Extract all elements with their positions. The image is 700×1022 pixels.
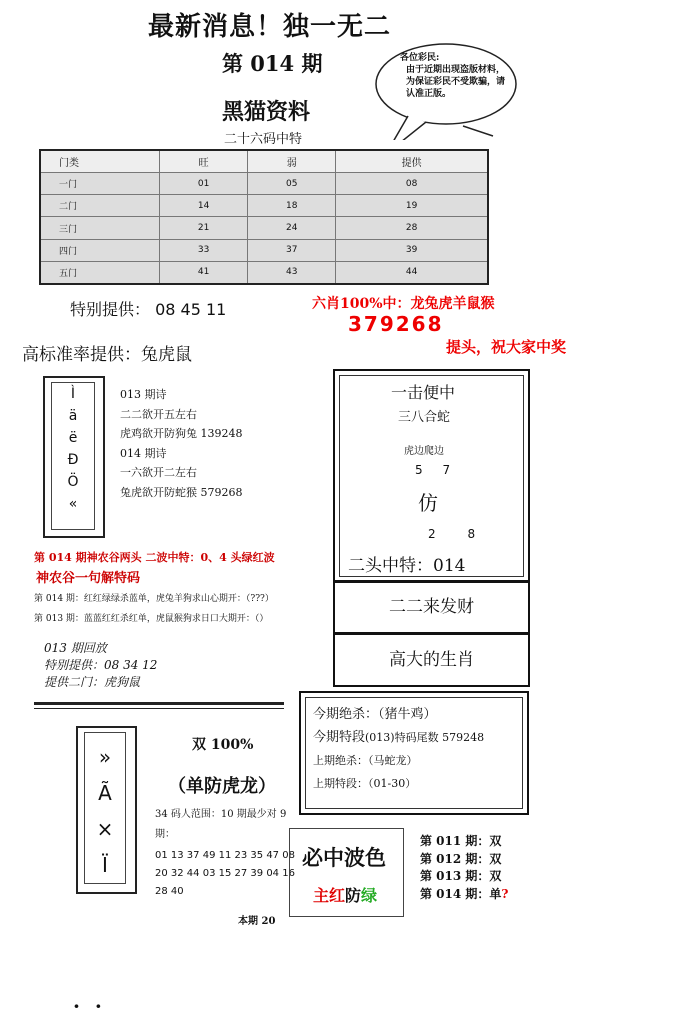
poem-line: 虎鸡欲开防狗兔 139248 xyxy=(120,427,243,440)
high-rate xyxy=(22,340,192,365)
hit-hint: 虎边爬边 xyxy=(404,446,444,457)
double-title: 双 100% xyxy=(192,737,254,753)
double-guard: （单防虎龙） xyxy=(168,776,276,797)
kill-line: 上期绝杀：（马蛇龙） xyxy=(313,754,418,767)
table-cell: 33 xyxy=(160,239,248,261)
table-header-cell: 旺 xyxy=(160,150,248,173)
hit-digits-top: 5 7 xyxy=(415,463,459,477)
table-row xyxy=(40,195,488,217)
wave-guard-color: 绿 xyxy=(361,886,378,905)
hit-title: 一击便中 xyxy=(391,383,456,402)
bubble-body: 由于近期出现盗版材料，为保证彩民不受欺骗，请认准正版。 xyxy=(406,65,506,99)
glyph: Ö xyxy=(67,474,79,490)
hit-sub: 三八合蛇 xyxy=(398,410,451,425)
poem-line: 014 期诗 xyxy=(120,446,167,460)
period-label: 第 012 期： xyxy=(420,851,490,866)
tall-zodiac-box: 高大的生肖 xyxy=(333,633,530,687)
shennong-title: 神农谷一句解特码 xyxy=(36,571,141,586)
code-table xyxy=(39,149,489,285)
table-cell: 五门 xyxy=(40,261,160,284)
table-subtitle: 二十六码中特 xyxy=(224,132,303,147)
shennong-line: 第 013 期：蓝蓝红红杀红单，虎鼠猴狗求日口大期开：（） xyxy=(34,614,269,624)
issue-number: 第 014 期 xyxy=(222,51,323,76)
table-cell: 二门 xyxy=(40,195,160,217)
table-cell: 四门 xyxy=(40,239,160,261)
table-cell: 08 xyxy=(336,173,488,195)
period-item xyxy=(420,833,508,851)
period-label: 第 014 期： xyxy=(420,886,490,901)
period-item xyxy=(420,851,508,869)
kill-line xyxy=(313,726,484,749)
period-value: 双 xyxy=(489,869,502,883)
double-note: 本期 20 xyxy=(238,916,276,927)
wave-colors xyxy=(313,883,377,906)
hit-digits-bottom: 2 8 xyxy=(428,527,490,541)
bubble-text xyxy=(400,52,510,100)
kill-lines xyxy=(313,703,484,795)
period-value: 双 xyxy=(489,834,502,848)
glyph: ä xyxy=(68,408,78,424)
special-offer xyxy=(70,297,226,320)
period-label: 第 011 期： xyxy=(420,834,490,848)
wish-text: 提头，祝大家中奖 xyxy=(446,338,567,356)
table-cell: 18 xyxy=(248,195,336,217)
double-range: 34 码人范围：10 期最少对 9 期： xyxy=(155,809,287,840)
divider xyxy=(34,702,284,705)
review-special: 特别提供：08 34 12 xyxy=(44,658,158,672)
glyph: ë xyxy=(68,430,78,446)
poem-lines xyxy=(120,385,243,502)
shennong-line: 第 014 期：红红绿绿杀蓝单，虎兔羊狗求山心期开：（???） xyxy=(34,594,274,604)
special-value: 08 45 11 xyxy=(155,300,227,319)
glyph: × xyxy=(96,817,114,841)
table-row xyxy=(40,239,488,261)
table-header-row xyxy=(40,150,488,173)
shennong-heading: 第 014 期神农谷两头 二波中特：0、4 头绿红波 xyxy=(34,551,275,564)
table-header-cell: 门类 xyxy=(40,150,160,173)
table-cell: 05 xyxy=(248,173,336,195)
double-numbers: 01 13 37 49 11 23 35 47 08 20 32 44 03 15 27 39 04 16 28 40 xyxy=(155,850,295,897)
glyph: Ï xyxy=(102,853,108,877)
table-cell: 19 xyxy=(336,195,488,217)
table-cell: 21 xyxy=(160,217,248,239)
poem-glyph-box xyxy=(43,376,105,538)
brand-title: 黑猫资料 xyxy=(222,99,311,125)
kill-line: 今期绝杀：（猪牛鸡） xyxy=(313,707,437,722)
table-cell: 三门 xyxy=(40,217,160,239)
poem-line: 013 期诗 xyxy=(120,388,167,401)
high-rate-label: 高标准率提供： xyxy=(22,345,141,365)
review-title: 013 期回放 xyxy=(44,641,107,655)
table-cell: 01 xyxy=(160,173,248,195)
six-zodiac-numbers: 379268 xyxy=(348,312,444,336)
poem-line: 兔虎欲开防蛇猴 579268 xyxy=(120,485,243,499)
glyph: Ì xyxy=(70,386,76,402)
table-cell: 44 xyxy=(336,261,488,284)
glyph-box xyxy=(76,726,137,894)
wave-main: 主红 xyxy=(313,886,346,905)
notice-bubble xyxy=(368,38,518,140)
period-label: 第 013 期： xyxy=(420,869,490,883)
period-item xyxy=(420,886,508,904)
glyph-column xyxy=(84,732,126,884)
table-cell: 43 xyxy=(248,261,336,284)
table-row xyxy=(40,217,488,239)
table-header-cell: 弱 xyxy=(248,150,336,173)
table-cell: 24 xyxy=(248,217,336,239)
hit-special: 二头中特：014 xyxy=(348,556,466,576)
wave-guard-word: 防 xyxy=(345,886,362,905)
review-door: 提供二门：虎狗鼠 xyxy=(44,675,141,689)
six-zodiac-label: 六肖100%中：龙兔虎羊鼠猴 xyxy=(312,296,495,312)
poem-line: 二二欲开五左右 xyxy=(120,407,197,421)
table-cell: 41 xyxy=(160,261,248,284)
fortune-box: 二二来发财 xyxy=(333,580,530,634)
glyph: « xyxy=(68,496,78,512)
review-block xyxy=(44,640,157,691)
period-value: 单 xyxy=(489,886,502,901)
high-rate-value: 兔虎鼠 xyxy=(141,345,192,365)
period-item xyxy=(420,868,508,886)
period-list xyxy=(420,833,508,903)
table-cell: 一门 xyxy=(40,173,160,195)
glyph: Ð xyxy=(67,452,79,468)
kill-line: 上期特段：（01-30） xyxy=(313,777,417,790)
table-row xyxy=(40,173,488,195)
table-cell: 37 xyxy=(248,239,336,261)
table-cell: 28 xyxy=(336,217,488,239)
wave-title: 必中波色 xyxy=(302,845,386,870)
footer-dots: · · xyxy=(73,994,106,1018)
poem-glyph-column xyxy=(51,382,95,530)
table-cell: 39 xyxy=(336,239,488,261)
period-mark: ? xyxy=(501,886,509,901)
hit-char: 仿 xyxy=(418,491,438,515)
kill-line2-value: (013)特码尾数 579248 xyxy=(365,731,485,744)
special-label: 特别提供： xyxy=(70,300,151,319)
table-header-cell: 提供 xyxy=(336,150,488,173)
table-cell: 14 xyxy=(160,195,248,217)
table-row xyxy=(40,261,488,284)
kill-line2-label: 今期特段 xyxy=(313,730,366,745)
glyph: Ã xyxy=(98,781,112,805)
shennong-lines xyxy=(34,589,274,629)
divider xyxy=(34,708,284,709)
headline: 最新消息！独一无二 xyxy=(148,12,392,42)
poem-line: 一六欲开二左右 xyxy=(120,466,197,479)
period-value: 双 xyxy=(489,851,502,866)
glyph: » xyxy=(98,745,112,769)
bubble-greeting: 各位彩民: xyxy=(400,53,440,63)
